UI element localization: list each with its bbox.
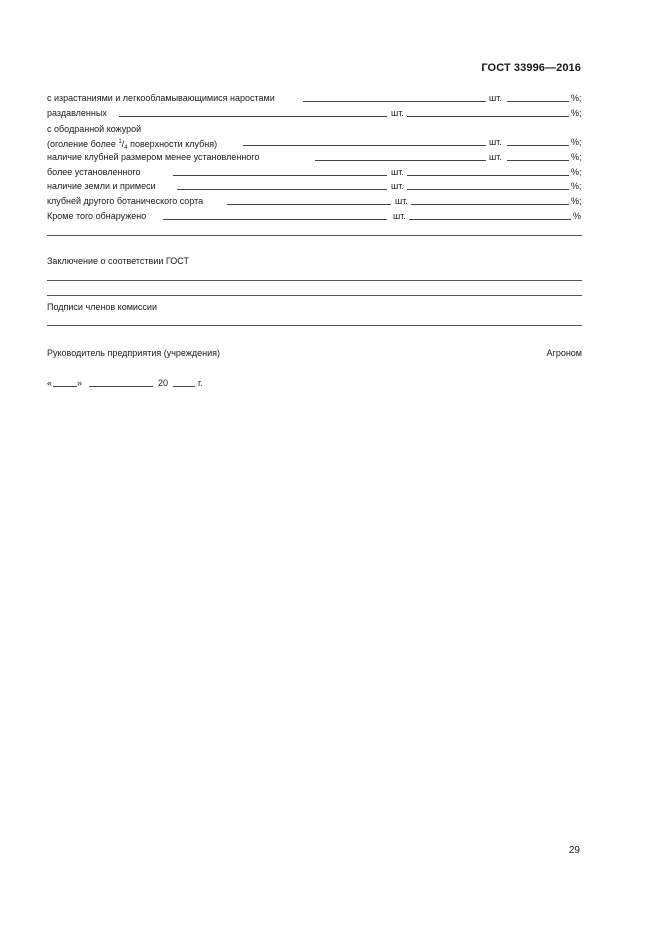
year-prefix: 20 bbox=[158, 378, 169, 388]
form-row-outgrowths bbox=[47, 91, 582, 105]
percent-label: %; bbox=[571, 152, 582, 162]
count-blank[interactable] bbox=[173, 175, 387, 176]
row-label: Кроме того обнаружено bbox=[47, 211, 147, 221]
year-suffix: г. bbox=[198, 378, 203, 388]
signatures-line[interactable] bbox=[47, 325, 582, 326]
conclusion-label: Заключение о соответствии ГОСТ bbox=[47, 256, 189, 266]
form-row-undersize bbox=[47, 150, 582, 164]
count-blank[interactable] bbox=[119, 116, 387, 117]
head-label: Руководитель предприятия (учреждения) bbox=[47, 348, 220, 358]
row-label-peeled: с ободранной кожурой bbox=[47, 124, 142, 134]
percent-blank[interactable] bbox=[411, 204, 569, 205]
percent-label: %; bbox=[571, 167, 582, 177]
count-blank[interactable] bbox=[163, 219, 387, 220]
row-label: с израстаниями и легкообламывающимися наростами bbox=[47, 93, 275, 103]
form-row-oversize bbox=[47, 165, 582, 179]
form-row-peeled bbox=[47, 135, 582, 149]
day-blank[interactable] bbox=[53, 386, 77, 387]
count-blank[interactable] bbox=[243, 145, 486, 146]
percent-blank[interactable] bbox=[507, 145, 569, 146]
row-label: раздавленных bbox=[47, 108, 107, 118]
row-label: клубней другого ботанического сорта bbox=[47, 196, 204, 206]
percent-blank[interactable] bbox=[507, 101, 569, 102]
percent-blank[interactable] bbox=[507, 160, 569, 161]
date-line bbox=[47, 376, 582, 390]
page-number: 29 bbox=[568, 845, 580, 856]
percent-label: %; bbox=[571, 181, 582, 191]
conclusion-line[interactable] bbox=[47, 295, 582, 296]
row-label: наличие земли и примеси bbox=[47, 181, 156, 191]
unit-label: шт. bbox=[489, 93, 502, 103]
form-row-soil bbox=[47, 179, 582, 193]
open-quote: « bbox=[47, 378, 53, 388]
row-label-detail: (оголение более $^1/_4$ поверхности клубня) bbox=[47, 139, 218, 151]
percent-label: %; bbox=[571, 108, 582, 118]
unit-label: шт. bbox=[395, 196, 408, 206]
row-label: наличие клубней размером менее установленного bbox=[47, 152, 260, 162]
percent-label: %; bbox=[571, 137, 582, 147]
count-blank[interactable] bbox=[303, 101, 486, 102]
form-row-also-found bbox=[47, 209, 582, 223]
doc-code-header: ГОСТ 33996—2016 bbox=[481, 62, 581, 74]
unit-label: шт. bbox=[391, 167, 404, 177]
agronom-label: Агроном bbox=[546, 348, 582, 358]
conclusion-line[interactable] bbox=[47, 280, 582, 281]
form-row-crushed bbox=[47, 106, 582, 120]
signatures-label: Подписи членов комиссии bbox=[47, 302, 157, 312]
unit-label: шт. bbox=[489, 152, 502, 162]
count-blank[interactable] bbox=[227, 204, 391, 205]
close-quote: » bbox=[77, 378, 83, 388]
percent-blank[interactable] bbox=[407, 116, 569, 117]
percent-blank[interactable] bbox=[407, 175, 569, 176]
form-row-other-variety bbox=[47, 194, 582, 208]
percent-label: %; bbox=[571, 93, 582, 103]
percent-blank[interactable] bbox=[407, 189, 569, 190]
unit-label: шт. bbox=[393, 211, 406, 221]
year-blank[interactable] bbox=[173, 386, 195, 387]
divider-line bbox=[47, 235, 582, 236]
count-blank[interactable] bbox=[315, 160, 486, 161]
row-label: более установленного bbox=[47, 167, 141, 177]
month-blank[interactable] bbox=[89, 386, 153, 387]
unit-label: шт. bbox=[391, 108, 404, 118]
percent-label: % bbox=[573, 211, 582, 221]
count-blank[interactable] bbox=[177, 189, 387, 190]
unit-label: шт. bbox=[489, 137, 502, 147]
percent-blank[interactable] bbox=[409, 219, 571, 220]
unit-label: шт. bbox=[391, 181, 404, 191]
percent-label: %; bbox=[571, 196, 582, 206]
